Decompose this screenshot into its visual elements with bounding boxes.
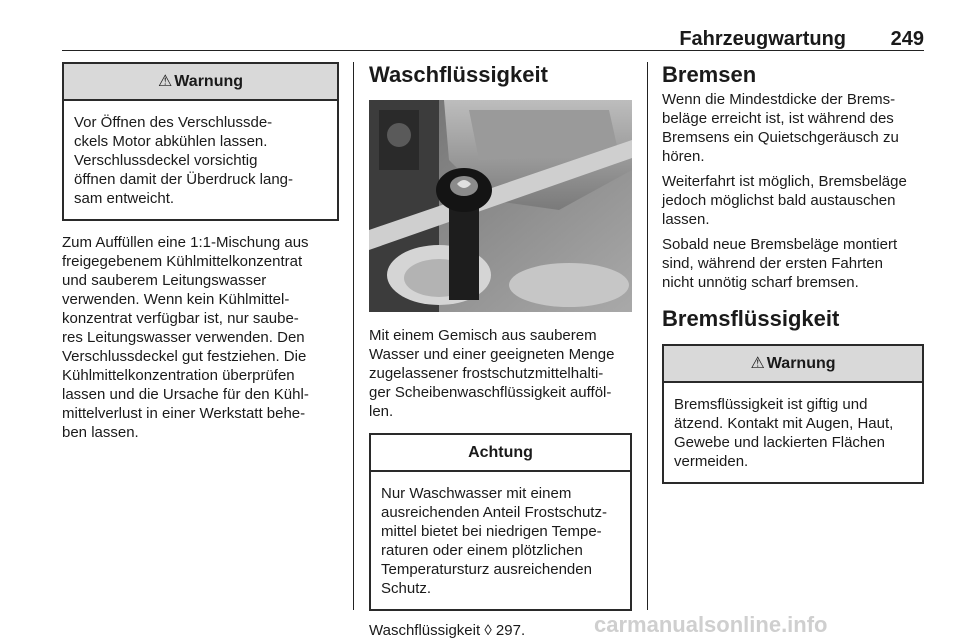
warning-title: Warnung [766, 355, 836, 372]
text-line: mittelverlust in einer Werkstatt behe- [62, 405, 306, 422]
column-1 [62, 62, 339, 442]
text-line: und sauberem Leitungswasser [62, 272, 267, 289]
text-line: ger Scheibenwaschflüssigkeit aufföl- [369, 384, 612, 401]
text-line: hören. [662, 148, 705, 165]
brakes-paragraph-2 [662, 172, 924, 229]
caution-line: mittel bietet bei niedrigen Tempe- [381, 523, 602, 540]
warning-box-body [664, 383, 922, 482]
column-2 [369, 62, 632, 640]
engine-bay-photo [369, 100, 632, 312]
warning-line: Gewebe und lackierten Flächen [674, 434, 885, 451]
warning-box-body [64, 101, 337, 219]
text-line: beläge erreicht ist, ist während des [662, 110, 894, 127]
caution-line: ausreichenden Anteil Frostschutz- [381, 504, 607, 521]
text-line: Zum Auffüllen eine 1:1-Mischung aus [62, 234, 309, 251]
column-divider-1 [353, 62, 354, 610]
warning-line: ätzend. Kontakt mit Augen, Haut, [674, 415, 894, 432]
caution-box-header: Achtung [371, 435, 630, 472]
washer-fluid-paragraph [369, 326, 632, 421]
chapter-title: Fahrzeugwartung [679, 28, 846, 50]
text-line: Bremsens ein Quietschgeräusch zu [662, 129, 899, 146]
warning-line: Bremsflüssigkeit ist giftig und [674, 396, 868, 413]
warning-line: sam entweicht. [74, 190, 175, 207]
caution-line: Nur Waschwasser mit einem [381, 485, 572, 502]
page-number: 249 [890, 28, 924, 50]
text-line: Mit einem Gemisch aus sauberem [369, 327, 597, 344]
page-reference-icon: ◊ [484, 622, 492, 639]
coolant-paragraph [62, 233, 339, 442]
warning-title: Warnung [174, 73, 244, 90]
text-line: jedoch möglichst bald austauschen [662, 192, 896, 209]
text-line: nicht unnötig scharf bremsen. [662, 274, 859, 291]
warning-box-header [664, 346, 922, 383]
caution-line: Temperatursturz ausreichenden [381, 561, 592, 578]
section-heading-brake-fluid: Bremsflüssigkeit [662, 306, 840, 331]
brakes-paragraph-3 [662, 235, 924, 292]
text-line: Verschlussdeckel gut festziehen. Die [62, 348, 307, 365]
xref-text: Waschflüssigkeit [369, 622, 481, 639]
warning-box-coolant [62, 62, 339, 221]
text-line: Wenn die Mindestdicke der Brems- [662, 91, 896, 108]
warning-box-header [64, 64, 337, 101]
caution-line: Schutz. [381, 580, 432, 597]
warning-line: Vor Öffnen des Verschlussde- [74, 114, 273, 131]
caution-line: raturen oder einem plötzlichen [381, 542, 583, 559]
text-line: Kühlmittelkonzentration überprüfen [62, 367, 295, 384]
warning-line: ckels Motor abkühlen lassen. [74, 133, 268, 150]
text-line: res Leitungswasser verwenden. Den [62, 329, 305, 346]
warning-line: öffnen damit der Überdruck lang- [74, 171, 294, 188]
watermark: carmanualsonline.info [594, 612, 828, 637]
column-divider-2 [647, 62, 648, 610]
text-line: Sobald neue Bremsbeläge montiert [662, 236, 898, 253]
text-line: Weiterfahrt ist möglich, Bremsbeläge [662, 173, 907, 190]
text-line: len. [369, 403, 394, 420]
text-line: ben lassen. [62, 424, 139, 441]
warning-box-brake-fluid [662, 344, 924, 484]
column-3 [662, 62, 924, 484]
caution-box-body [371, 472, 630, 609]
header-divider [62, 50, 924, 51]
text-line: zugelassener frostschutzmittelhalti- [369, 365, 604, 382]
brakes-paragraph-1 [662, 90, 924, 166]
warning-triangle-icon: ⚠ [157, 73, 173, 90]
text-line: lassen und die Ursache für den Kühl- [62, 386, 309, 403]
section-heading-brakes: Bremsen [662, 62, 757, 87]
xref-page: 297. [495, 622, 526, 639]
text-line: lassen. [662, 211, 710, 228]
warning-line: Verschlussdeckel vorsichtig [74, 152, 258, 169]
caution-box-washer [369, 433, 632, 611]
cross-reference[interactable] [369, 621, 632, 640]
text-line: sind, während der ersten Fahrten [662, 255, 883, 272]
warning-line: vermeiden. [674, 453, 749, 470]
text-line: Wasser und einer geeigneten Menge [369, 346, 615, 363]
engine-bay-illustration [369, 100, 632, 312]
section-heading-washer-fluid: Waschflüssigkeit [369, 62, 548, 87]
text-line: verwenden. Wenn kein Kühlmittel- [62, 291, 290, 308]
text-line: freigegebenem Kühlmittelkonzentrat [62, 253, 303, 270]
warning-triangle-icon: ⚠ [750, 355, 765, 372]
text-line: konzentrat verfügbar ist, nur saube- [62, 310, 299, 327]
